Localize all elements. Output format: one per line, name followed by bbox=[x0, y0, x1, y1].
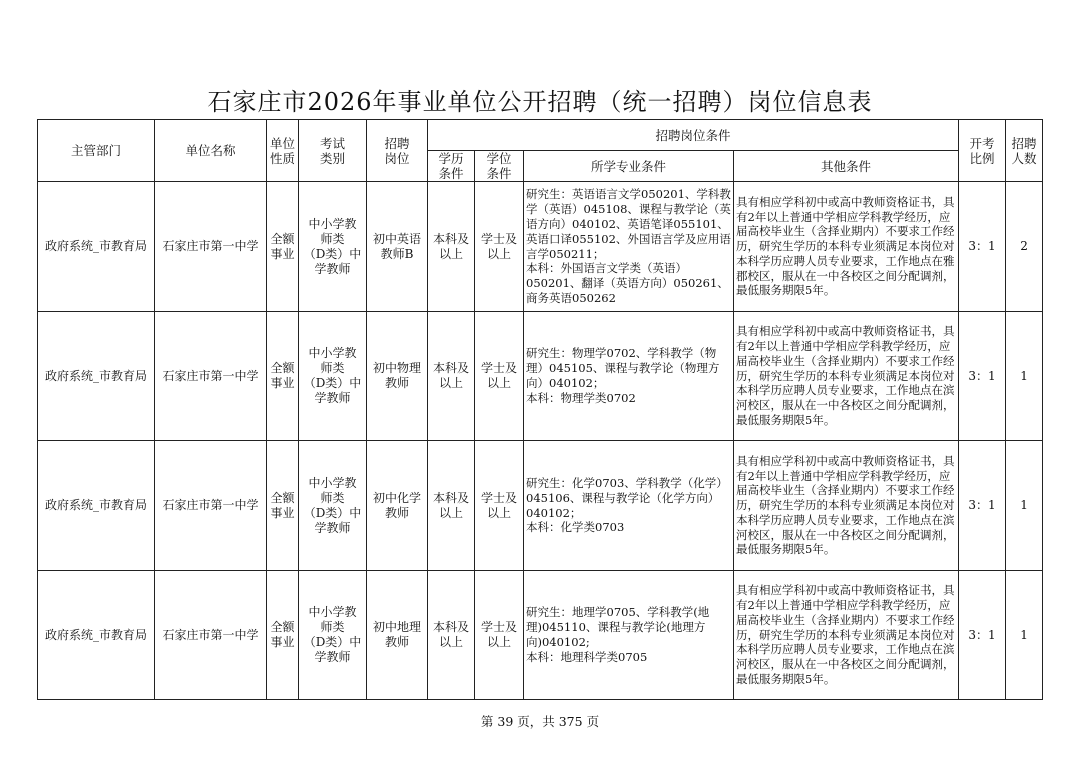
cell-unit: 石家庄市第一中学 bbox=[155, 182, 267, 312]
cell-education: 本科及 以上 bbox=[428, 571, 475, 700]
cell-unit: 石家庄市第一中学 bbox=[155, 312, 267, 441]
table-row bbox=[38, 441, 1043, 571]
cell-education: 本科及 以上 bbox=[428, 441, 475, 571]
cell-dept: 政府系统_市教育局 bbox=[38, 312, 155, 441]
cell-other: 具有相应学科初中或高中教师资格证书，具有2年以上普通中学相应学科教学经历，应届高校毕业生（含择业期内）不要求工作经历，研究生学历的本科专业须满足本岗位对本科学历应聘人员专业要求，工作地点在雅郡校区，服从在一中各校区之间分配调剂，最低服务期限5年。 bbox=[734, 182, 959, 312]
cell-major: 研究生：化学0703、学科教学（化学）045106、课程与教学论（化学方向）040102； 本科：化学类0703 bbox=[524, 441, 734, 571]
cell-degree: 学士及 以上 bbox=[475, 571, 524, 700]
cell-exam: 中小学教 师类 （D类）中 学教师 bbox=[299, 571, 367, 700]
header-unit: 单位名称 bbox=[155, 120, 267, 182]
cell-degree: 学士及 以上 bbox=[475, 182, 524, 312]
cell-exam: 中小学教 师类 （D类）中 学教师 bbox=[299, 312, 367, 441]
cell-position: 初中地理 教师 bbox=[367, 571, 428, 700]
cell-major: 研究生：英语语言文学050201、学科教学（英语）045108、课程与教学论（英语方向）040102、英语笔译055101、英语口译055102、外国语言学及应用语言学050211； 本科：外国语言文学类（英语）050201、翻译（英语方向）050261、商务英语050262 bbox=[524, 182, 734, 312]
cell-other: 具有相应学科初中或高中教师资格证书，具有2年以上普通中学相应学科教学经历，应届高校毕业生（含择业期内）不要求工作经历，研究生学历的本科专业须满足本岗位对本科学历应聘人员专业要求，工作地点在滨河校区，服从在一中各校区之间分配调剂，最低服务期限5年。 bbox=[734, 571, 959, 700]
header-education: 学历 条件 bbox=[428, 151, 475, 182]
header-major: 所学专业条件 bbox=[524, 151, 734, 182]
table-row bbox=[38, 182, 1043, 312]
cell-ratio: 3：1 bbox=[959, 441, 1006, 571]
cell-nature: 全额 事业 bbox=[267, 571, 299, 700]
cell-education: 本科及 以上 bbox=[428, 312, 475, 441]
header-degree: 学位 条件 bbox=[475, 151, 524, 182]
cell-degree: 学士及 以上 bbox=[475, 441, 524, 571]
cell-education: 本科及 以上 bbox=[428, 182, 475, 312]
cell-unit: 石家庄市第一中学 bbox=[155, 441, 267, 571]
cell-nature: 全额 事业 bbox=[267, 312, 299, 441]
cell-exam: 中小学教 师类 （D类）中 学教师 bbox=[299, 182, 367, 312]
cell-degree: 学士及 以上 bbox=[475, 312, 524, 441]
page-title: 石家庄市2026年事业单位公开招聘（统一招聘）岗位信息表 bbox=[207, 88, 873, 116]
cell-nature: 全额 事业 bbox=[267, 441, 299, 571]
header-count: 招聘 人数 bbox=[1006, 120, 1043, 182]
cell-count: 2 bbox=[1006, 182, 1043, 312]
header-dept: 主管部门 bbox=[38, 120, 155, 182]
header-ratio: 开考 比例 bbox=[959, 120, 1006, 182]
cell-count: 1 bbox=[1006, 312, 1043, 441]
cell-major: 研究生：物理学0702、学科教学（物理）045105、课程与教学论（物理方向）040102； 本科：物理学类0702 bbox=[524, 312, 734, 441]
cell-position: 初中化学 教师 bbox=[367, 441, 428, 571]
cell-dept: 政府系统_市教育局 bbox=[38, 441, 155, 571]
cell-position: 初中英语 教师B bbox=[367, 182, 428, 312]
table-row bbox=[38, 571, 1043, 700]
header-other: 其他条件 bbox=[734, 151, 959, 182]
recruitment-table bbox=[37, 119, 1043, 700]
cell-nature: 全额 事业 bbox=[267, 182, 299, 312]
page-footer: 第 39 页，共 375 页 bbox=[480, 714, 600, 729]
cell-other: 具有相应学科初中或高中教师资格证书，具有2年以上普通中学相应学科教学经历，应届高校毕业生（含择业期内）不要求工作经历，研究生学历的本科专业须满足本岗位对本科学历应聘人员专业要求，工作地点在滨河校区，服从在一中各校区之间分配调剂，最低服务期限5年。 bbox=[734, 441, 959, 571]
cell-major: 研究生：地理学0705、学科教学(地理)045110、课程与教学论(地理方向)040102; 本科：地理科学类0705 bbox=[524, 571, 734, 700]
cell-other: 具有相应学科初中或高中教师资格证书，具有2年以上普通中学相应学科教学经历，应届高校毕业生（含择业期内）不要求工作经历，研究生学历的本科专业须满足本岗位对本科学历应聘人员专业要求，工作地点在滨河校区，服从在一中各校区之间分配调剂，最低服务期限5年。 bbox=[734, 312, 959, 441]
cell-position: 初中物理 教师 bbox=[367, 312, 428, 441]
cell-unit: 石家庄市第一中学 bbox=[155, 571, 267, 700]
cell-ratio: 3：1 bbox=[959, 182, 1006, 312]
header-nature: 单位 性质 bbox=[267, 120, 299, 182]
cell-exam: 中小学教 师类 （D类）中 学教师 bbox=[299, 441, 367, 571]
cell-count: 1 bbox=[1006, 441, 1043, 571]
cell-dept: 政府系统_市教育局 bbox=[38, 571, 155, 700]
cell-count: 1 bbox=[1006, 571, 1043, 700]
cell-dept: 政府系统_市教育局 bbox=[38, 182, 155, 312]
table-row bbox=[38, 312, 1043, 441]
header-position: 招聘 岗位 bbox=[367, 120, 428, 182]
header-exam: 考试 类别 bbox=[299, 120, 367, 182]
header-conditions-group: 招聘岗位条件 bbox=[428, 120, 959, 151]
cell-ratio: 3：1 bbox=[959, 571, 1006, 700]
cell-ratio: 3：1 bbox=[959, 312, 1006, 441]
